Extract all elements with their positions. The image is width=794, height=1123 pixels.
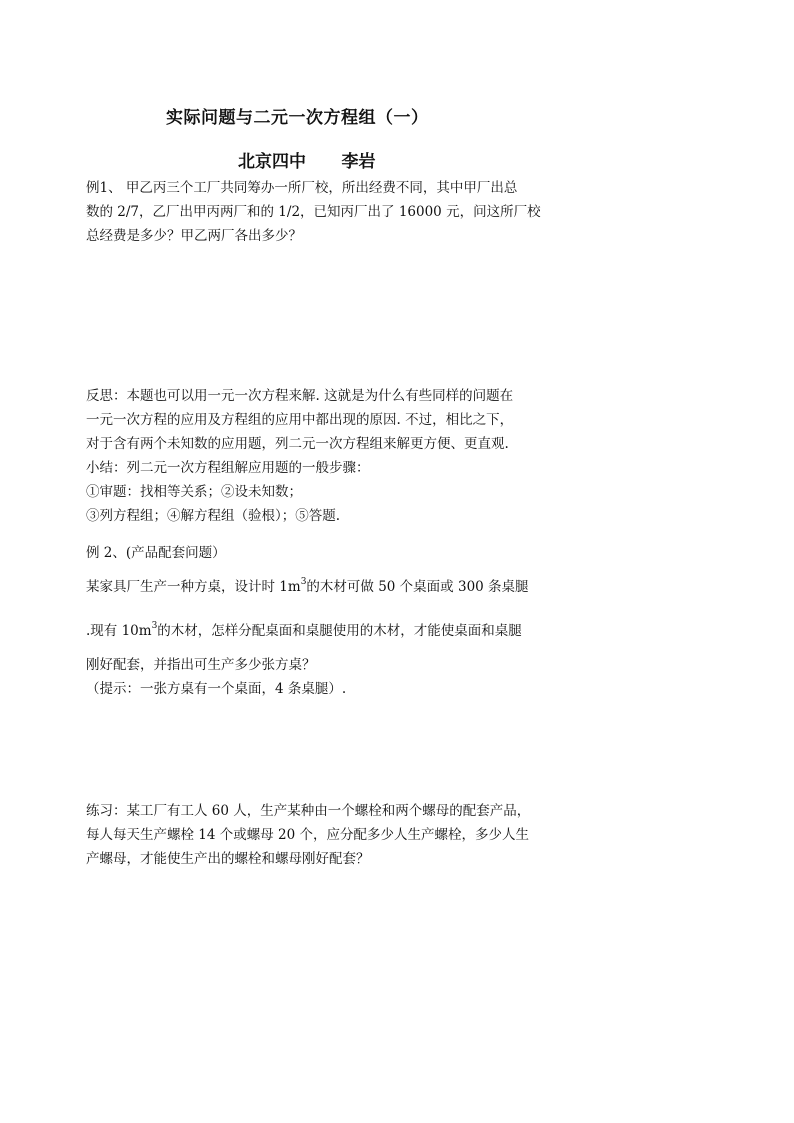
example-1-line: 例1、 甲乙丙三个工厂共同筹办一所厂校，所出经费不同，其中甲厂出总	[86, 180, 518, 196]
summary-heading: 小结：列二元一次方程组解应用题的一般步骤：	[86, 460, 370, 476]
reflection-and-summary	[86, 384, 546, 528]
example-1	[86, 176, 546, 248]
example-2-text: 的木材，怎样分配桌面和桌腿使用的木材，才能使桌面和桌腿	[157, 623, 522, 639]
example-2-text: 的木材可做 50 个桌面或 300 条桌腿	[306, 579, 529, 595]
example-1-line: 数的 2/7，乙厂出甲丙两厂和的 1/2，已知丙厂出了 16000 元，问这所厂校	[86, 204, 541, 220]
practice-problem	[86, 799, 546, 871]
practice-line: 练习：某工厂有工人 60 人，生产某种由一个螺栓和两个螺母的配套产品，	[86, 803, 531, 819]
practice-line: 产螺母，才能使生产出的螺栓和螺母刚好配套？	[86, 851, 370, 867]
summary-steps: ①审题：找相等关系；②设未知数；	[86, 484, 302, 500]
example-2-heading: 例 2、(产品配套问题）	[86, 545, 226, 561]
example-2-line: 刚好配套，并指出可生产多少张方桌？	[86, 657, 316, 673]
example-2-line	[86, 565, 546, 609]
summary-steps: ③列方程组；④解方程组（验根）；⑤答题.	[86, 508, 341, 524]
example-2-line	[86, 609, 546, 653]
example-2-hint: （提示：一张方桌有一个桌面，4 条桌腿）.	[86, 681, 347, 697]
example-2-text: 某家具厂生产一种方桌，设计时 1m	[86, 579, 301, 595]
author-line: 北京四中 李岩	[238, 152, 376, 172]
superscript: 3	[300, 577, 307, 587]
superscript: 3	[151, 621, 158, 631]
reflection-line: 一元一次方程的应用及方程组的应用中都出现的原因. 不过，相比之下，	[86, 412, 514, 428]
document-title: 实际问题与二元一次方程组（一）	[166, 108, 429, 128]
example-1-line: 总经费是多少？甲乙两厂各出多少？	[86, 228, 302, 244]
example-2	[86, 541, 546, 701]
example-2-text: .现有 10m	[86, 623, 152, 639]
reflection-line: 反思：本题也可以用一元一次方程来解. 这就是为什么有些同样的问题在	[86, 388, 514, 404]
reflection-line: 对于含有两个未知数的应用题，列二元一次方程组来解更方便、更直观.	[86, 436, 509, 452]
practice-line: 每人每天生产螺栓 14 个或螺母 20 个，应分配多少人生产螺栓，多少人生	[86, 827, 530, 843]
